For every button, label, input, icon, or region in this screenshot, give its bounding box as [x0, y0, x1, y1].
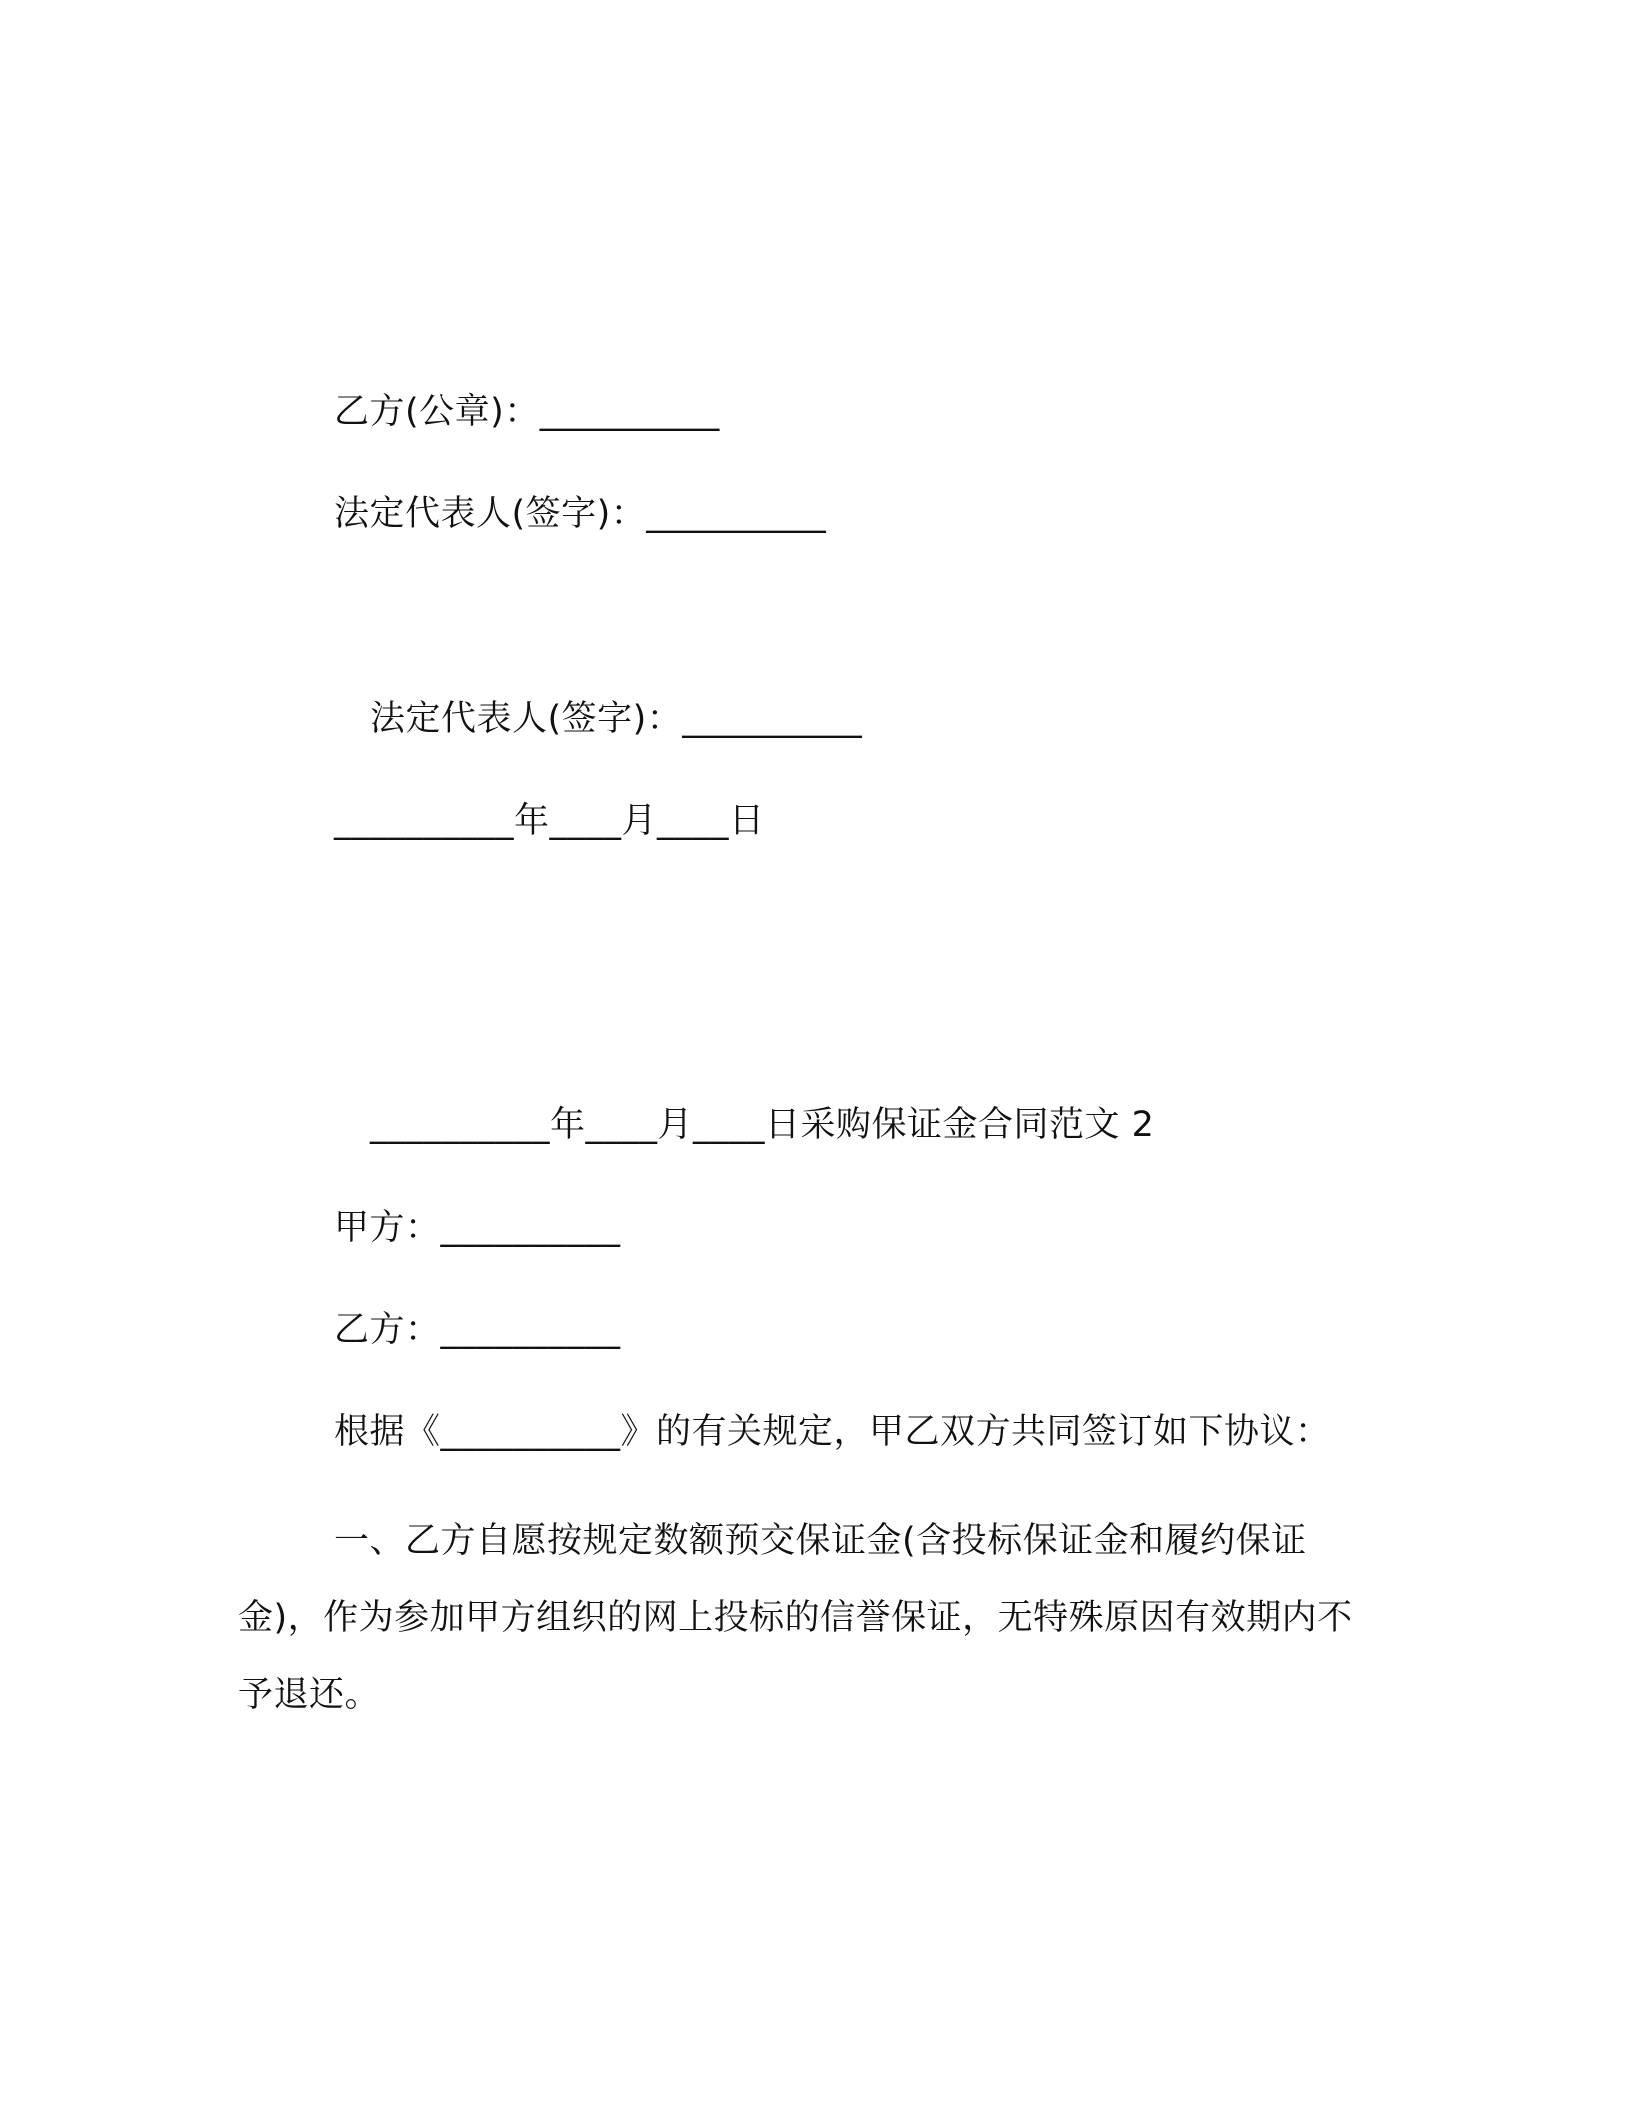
- clause-one-paragraph: 一、乙方自愿按规定数额预交保证金(含投标保证金和履约保证金)，作为参加甲方组织的网上投标的信誉保证，无特殊原因有效期内不予退还。: [238, 1521, 1353, 1715]
- party-b-line: 乙方：__________: [334, 1310, 621, 1350]
- party-a-line: 甲方：__________: [334, 1208, 621, 1248]
- legal-representative-signature-line: 法定代表人(签字)：__________: [334, 494, 827, 534]
- agreement-basis-paragraph: 根据《__________》的有关规定，甲乙双方共同签订如下协议：: [334, 1412, 1331, 1452]
- contract-title-line: __________年____月____日采购保证金合同范文 2: [370, 1105, 1155, 1145]
- signature-date-line: __________年____月____日: [334, 801, 765, 841]
- party-b-seal-line: 乙方(公章)：__________: [334, 392, 720, 432]
- legal-representative-signature-line-second: 法定代表人(签字)：__________: [370, 699, 863, 739]
